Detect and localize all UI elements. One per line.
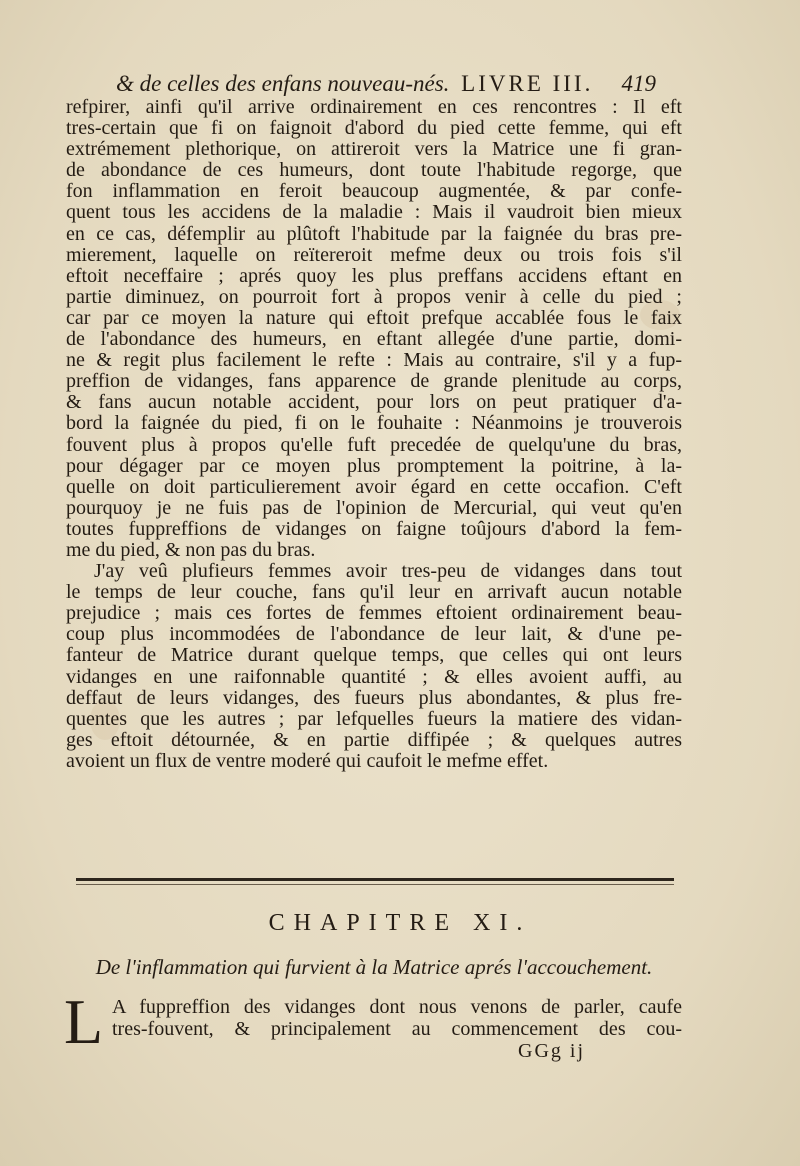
text-line: deffaut de leurs vidanges, des fueurs plus abondantes, & plus fre- [66, 686, 682, 709]
text-line: en ce cas, défemplir au plûtoft l'habitude par la faignée du bras pre- [66, 222, 682, 245]
chapter-title: De l'inflammation qui furvient à la Matrice aprés l'accouchement. [95, 955, 653, 979]
text-line: me du pied, & non pas du bras. [66, 538, 316, 561]
text-line: avoient un flux de ventre moderé qui caufoit le mefme effet. [66, 749, 549, 772]
text-line: extrémement plethorique, on attireroit vers la Matrice une fi gran- [66, 138, 682, 161]
text-line: mierement, laquelle on reïtereroit mefme deux ou trois fois s'il [66, 243, 682, 266]
signature-mark: GGg ij [518, 1040, 585, 1062]
text-line: fanteur de Matrice durant quelque temps, que celles qui ont leurs [66, 644, 682, 667]
text-line: quelle on doit particulierement avoir égard en cette occafion. C'eft [66, 475, 682, 498]
text-line: refpirer, ainfi qu'il arrive ordinairement en ces rencontres : Il eft [66, 96, 682, 118]
text-line: fon inflammation en feroit beaucoup augmentée, & par confe- [66, 180, 682, 203]
text-line: le temps de leur couche, fans qu'il leur en arrivaft aucun notable [66, 581, 682, 604]
chapter-opening-text [112, 996, 682, 1040]
section-rule-thin [76, 884, 674, 885]
text-line: bord la faignée du pied, fi on le fouhaite : Néanmoins je trouverois [66, 412, 682, 435]
text-line: & fans aucun notable accident, pour lors on peut pratiquer d'a- [66, 391, 682, 414]
text-line: de l'abondance des humeurs, en eftant allegée d'une partie, domi- [66, 328, 682, 351]
text-line: pourquoy je ne fuis pas de l'opinion de Mercurial, qui veut qu'en [66, 496, 682, 519]
page-number: 419 [621, 71, 656, 96]
text-line: preffion de vidanges, fans apparence de grande plenitude au corps, [66, 370, 682, 393]
text-line: car par ce moyen la nature qui eftoit prefque accablée fous le faix [66, 306, 682, 329]
text-line: vidanges en une raifonnable quantité ; & elles avoient auffi, au [66, 665, 682, 688]
text-line: ne & regit plus facilement le refte : Mais au contraire, s'il y a fup- [66, 349, 682, 372]
text-line: tres-certain que fi on faignoit d'abord du pied cette femme, qui eft [66, 117, 682, 140]
text-line: eftoit neceffaire ; aprés quoy les plus preffans accidens eftant en [66, 264, 682, 287]
section-rule [76, 878, 674, 881]
text-line: quentes que les autres ; par lefquelles fueurs la matiere des vidan- [66, 707, 682, 730]
body-text [66, 97, 682, 772]
text-line: J'ay veû plufieurs femmes avoir tres-peu de vidanges dans tout [94, 560, 682, 583]
text-line: tres-fouvent, & principalement au commencement des cou- [112, 1018, 682, 1040]
text-line: A fuppreffion des vidanges dont nous venons de parler, caufe [112, 996, 682, 1018]
text-line: prejudice ; mais ces fortes de femmes eftoient ordinairement beau- [66, 602, 682, 625]
text-line: partie diminuez, on pourroit fort à propos venir à celle du pied ; [66, 285, 682, 308]
text-line: pour dégager par ce moyen plus promptement la poitrine, à la- [66, 454, 682, 477]
text-line: toutes fuppreffions de vidanges on faigne toûjours d'abord la fem- [66, 517, 682, 540]
drop-cap: L [64, 986, 104, 1057]
text-line: quent tous les accidens de la maladie : Mais il vaudroit bien mieux [66, 201, 682, 224]
text-line: ges eftoit détournée, & en partie diffipée ; & quelques autres [66, 728, 682, 751]
text-line: coup plus incommodées de l'abondance de leur lait, & d'une pe- [66, 623, 682, 646]
text-line: de abondance de ces humeurs, dont toute l'habitude regorge, que [66, 159, 682, 182]
running-head-book: LIVRE III. [461, 71, 594, 96]
running-head-title: & de celles des enfans nouveau-nés. [116, 71, 450, 96]
chapter-heading: CHAPITRE XI. [268, 910, 532, 936]
text-line: fouvent plus à propos qu'elle fuft precedée de quelqu'une du bras, [66, 433, 682, 456]
